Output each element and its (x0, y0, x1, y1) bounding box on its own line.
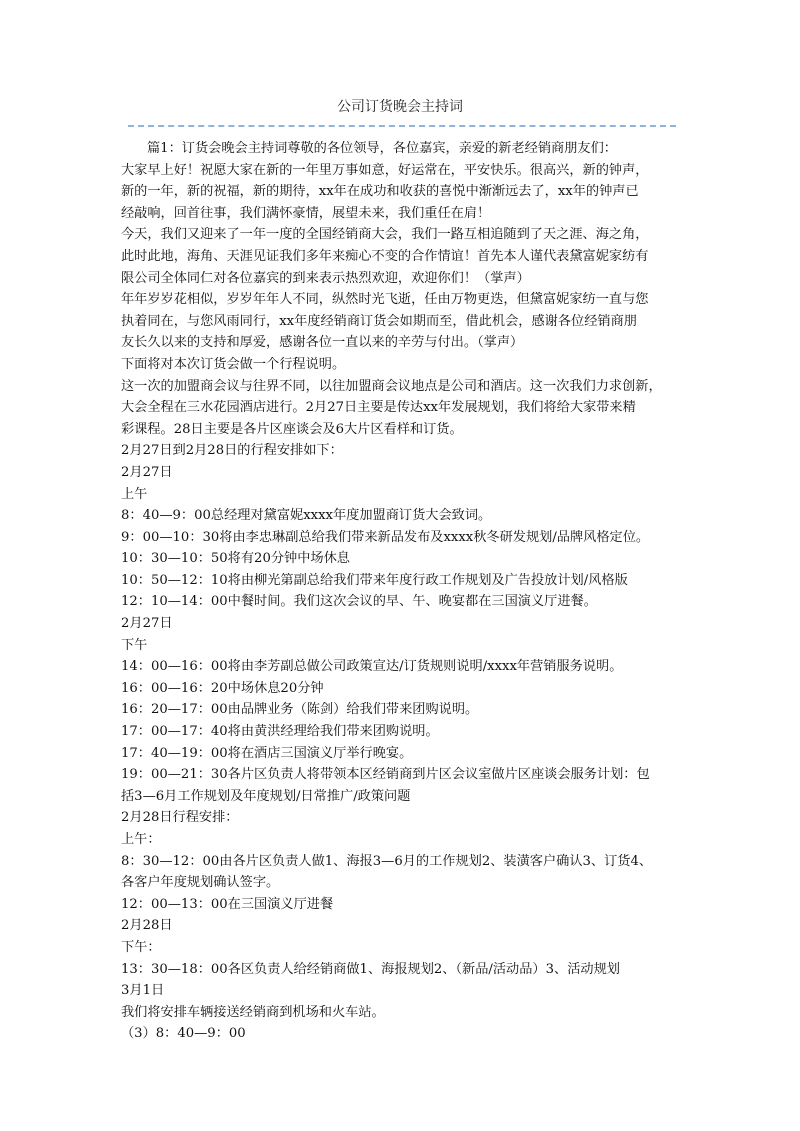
text-line: 各客户年度规划确认签字。 (121, 875, 280, 891)
text-line: 限公司全体同仁对各位嘉宾的到来表示热烈欢迎，欢迎你们！（掌声） (121, 270, 530, 286)
text-line: 下午 (121, 637, 148, 653)
text-line: 17：00—17：40将由黄洪经理给我们带来团购说明。 (121, 724, 439, 740)
text-line: 12：00—13：00在三国演义厅进餐 (121, 896, 334, 912)
text-line: 下面将对本次订货会做一个行程说明。 (121, 356, 346, 372)
text-line: 9：00—10：30将由李忠琳副总给我们带来新品发布及xxxx秋冬研发规划/品牌风格定位。 (121, 529, 650, 545)
text-line: 10：50—12：10将由柳光第副总给我们带来年度行政工作规划及广告投放计划/风格版 (121, 572, 628, 588)
text-line: 大家早上好！祝愿大家在新的一年里万事如意，好运常在，平安快乐。很高兴，新的钟声， (121, 162, 649, 178)
title-divider (128, 125, 676, 127)
text-line: 篇1：订货会晚会主持词尊敬的各位领导，各位嘉宾，亲爱的新老经销商朋友们： (147, 141, 617, 156)
text-line: 19：00—21：30各片区负责人将带领本区经销商到片区会议室做片区座谈会服务计划：包 (121, 767, 650, 783)
text-line: 2月28日行程安排： (121, 810, 239, 826)
text-line: 我们将安排车辆接送经销商到机场和火车站。 (121, 1004, 385, 1020)
text-line: （3）8：40—9：00 (121, 1026, 246, 1042)
text-line: 13：30—18：00各区负责人给经销商做1、海报规划2、（新品/活动品）3、活动规划 (121, 961, 620, 977)
text-line: 12：10—14：00中餐时间。我们这次会议的早、午、晚宴都在三国演义厅进餐。 (121, 594, 597, 610)
text-line: 大会全程在三水花园酒店进行。2月27日主要是传达xx年发展规划，我们将给大家带来精 (121, 400, 636, 416)
text-line: 16：20—17：00由品牌业务（陈剑）给我们带来团购说明。 (121, 702, 479, 718)
text-line: 此时此地，海角、天涯见证我们多年来痴心不变的合作情谊！首先本人谨代表黛富妮家纺有 (121, 248, 649, 264)
document-body (121, 138, 681, 1045)
text-line: 友长久以来的支持和厚爱，感谢各位一直以来的辛劳与付出。（掌声） (121, 335, 524, 351)
text-line: 新的一年，新的祝福，新的期待，xx年在成功和收获的喜悦中渐渐远去了，xx年的钟声已 (121, 184, 639, 200)
text-line: 括3—6月工作规划及年度规划/日常推广/政策问题 (121, 788, 411, 804)
text-line: 2月27日到2月28日的行程安排如下： (121, 443, 343, 459)
text-line: 下午： (121, 939, 161, 955)
text-line: 10：30—10：50将有20分钟中场休息 (121, 551, 350, 567)
text-line: 彩课程。28日主要是各片区座谈会及6大片区看样和订货。 (121, 421, 463, 437)
text-line: 今天，我们又迎来了一年一度的全国经销商大会，我们一路互相追随到了天之涯、海之角， (121, 227, 649, 243)
text-line: 上午 (121, 486, 148, 502)
text-line: 14：00—16：00将由李芳副总做公司政策宣达/订货规则说明/xxxx年营销服务说明。 (121, 659, 623, 675)
text-line: 执着同在，与您风雨同行，xx年度经销商订货会如期而至，借此机会，感谢各位经销商朋 (121, 313, 637, 329)
text-line: 2月27日 (121, 464, 173, 480)
text-line: 17：40—19：00将在酒店三国演义厅举行晚宴。 (121, 745, 413, 761)
text-line: 8：30—12：00由各片区负责人做1、海报3—6月的工作规划2、装潢客户确认3、订货4、 (121, 853, 653, 869)
text-line: 年年岁岁花相似，岁岁年年人不同，纵然时光飞逝，任由万物更迭，但黛富妮家纺一直与您 (121, 292, 649, 308)
text-line: 经敲响，回首往事，我们满怀豪情，展望未来，我们重任在肩！ (121, 205, 491, 221)
page-title: 公司订货晚会主持词 (337, 99, 463, 115)
text-line: 2月28日 (121, 918, 173, 934)
text-line: 上午： (121, 832, 161, 847)
text-line: 8：40—9：00总经理对黛富妮xxxx年度加盟商订货大会致词。 (121, 508, 492, 524)
text-line: 这一次的加盟商会议与往界不同，以往加盟商会议地点是公司和酒店。这一次我们力求创新， (121, 378, 662, 394)
text-line: 3月1日 (121, 983, 165, 999)
text-line: 16：00—16：20中场休息20分钟 (121, 680, 324, 696)
text-line: 2月27日 (121, 616, 173, 632)
